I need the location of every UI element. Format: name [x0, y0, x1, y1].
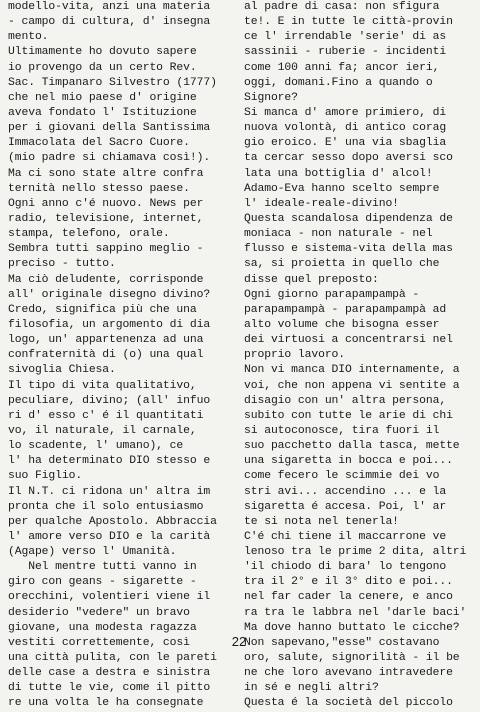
text-line: Ogni anno c'é nuovo. News per — [8, 197, 204, 210]
text-line: sivoglia Chiesa. — [8, 364, 116, 377]
text-line: oggi, domani.Fino a quando o — [244, 76, 433, 89]
text-line: come fecero le scimmie dei vo — [244, 470, 440, 483]
text-line: disagio con un' altra persona, — [244, 394, 447, 407]
text-line: all' originale disegno divino? — [8, 288, 211, 301]
text-line: te!. E in tutte le città-provin — [244, 16, 453, 29]
text-line: filosofia, un argomento di dia — [8, 318, 211, 331]
text-line: peculiare, divino; (all' infuo — [8, 394, 211, 407]
text-line: stri avi... accendino ... e la — [244, 485, 447, 498]
text-line: pronta che il solo entusiasmo — [8, 500, 204, 513]
text-line: C'é chi tiene il maccarrone ve — [244, 530, 447, 543]
text-line: per qualche Apostolo. Abbraccia — [8, 515, 217, 528]
text-line: Questa é la società del piccolo — [244, 697, 453, 710]
text-line: vestiti correttemente, così — [8, 636, 190, 649]
text-line: orecchini, volentieri viene il — [8, 591, 211, 604]
text-line: Questa scandalosa dipendenza de — [244, 212, 453, 225]
text-line: l' ideale-reale-divino! — [244, 197, 399, 210]
text-line: l' amore verso DIO e la carità — [8, 530, 211, 543]
text-line: Ma dove hanno buttato le cicche? — [244, 621, 460, 634]
text-line: parapampampà - parapampampà ad — [244, 303, 447, 316]
text-line: lo scadente, l' umano), ce — [8, 440, 184, 453]
text-line: Il tipo di vita qualitativo, — [8, 379, 197, 392]
text-line: giro con geans - sigarette - — [8, 576, 197, 589]
text-line: si autoconosce, tira fuori il — [244, 424, 440, 437]
text-line: Sembra tutti sappino meglio - — [8, 243, 204, 256]
page-number: 22 — [231, 634, 247, 649]
text-line: nuova volontà, di antico corag — [244, 122, 447, 135]
text-line: modello-vita, anzi una materia — [8, 1, 211, 13]
text-line: al padre di casa: non sfigura — [244, 1, 440, 13]
text-line: Nel mentre tutti vanno in — [8, 561, 197, 574]
text-line: subito con tutte le arie di chi — [244, 409, 453, 422]
text-line: Non sapevano,"esse" costavano — [244, 636, 440, 649]
text-line: lenoso tra le prime 2 dita, altri — [244, 546, 467, 559]
text-line: desiderio "vedere" un bravo — [8, 606, 190, 619]
text-line: sassinii - ruberie - incidenti — [244, 46, 447, 59]
text-line: ne che loro avevano intravedere — [244, 667, 453, 680]
text-line: vo, il naturale, il carnale, — [8, 424, 197, 437]
text-line: (mio padre si chiamava così!). — [8, 152, 211, 165]
text-line: giovane, una modesta ragazza — [8, 621, 197, 634]
text-line: Ultimamente ho dovuto sapere — [8, 46, 197, 59]
text-line: aveva fondato l' Istituzione — [8, 106, 197, 119]
text-line: una città pulita, con le pareti — [8, 652, 217, 665]
text-line: voi, che non appena vi sentite a — [244, 379, 460, 392]
text-line: 'il chiodo di bara' lo tengono — [244, 561, 447, 574]
text-line: io provengo da un certo Rev. — [8, 61, 197, 74]
text-line: Non vi manca DIO internamente, a — [244, 364, 460, 377]
text-line: Credo, significa più che una — [8, 303, 197, 316]
text-line: dei virtuosi a concentrarsi nel — [244, 334, 453, 347]
text-line: suo pacchetto dalla tasca, mette — [244, 440, 460, 453]
text-line: moniaca - non naturale - nel — [244, 228, 433, 241]
text-line: oro, salute, signorilità - il be — [244, 652, 460, 665]
text-line: alto volume che bisogna esser — [244, 318, 440, 331]
text-line: re una volta le ha consegnate — [8, 697, 204, 710]
text-line: in sé e negli altri? — [244, 682, 379, 695]
text-line: l' ha determinato DIO stesso e — [8, 455, 211, 468]
text-line: Immacolata del Sacro Cuore. — [8, 137, 190, 150]
text-line: disse quel preposto: — [244, 273, 379, 286]
text-line: te si nota nel tenerla! — [244, 515, 399, 528]
text-line: Sac. Timpanaro Silvestro (1777) — [8, 76, 217, 89]
text-line: Ogni giorno parapampampà - — [244, 288, 420, 301]
text-line: lata una bottiglia d' alcol! — [244, 167, 433, 180]
text-line: ri d' esso c' é il quantitati — [8, 409, 204, 422]
text-line: stampa, telefono, orale. — [8, 228, 170, 241]
text-line: una sigaretta in bocca e poi... — [244, 455, 453, 468]
text-line: (Agape) verso l' Umanità. — [8, 546, 177, 559]
text-line: proprio lavoro. — [244, 349, 346, 362]
text-line: Si manca d' amore primiero, di — [244, 106, 447, 119]
text-line: confraternità di (o) una qual — [8, 349, 204, 362]
text-line: Signore? — [244, 91, 298, 104]
text-line: delle case a destra e sinistra — [8, 667, 211, 680]
text-line: ra tra le labbra nel 'darle baci' — [244, 606, 467, 619]
text-line: che nel mio paese d' origine — [8, 91, 197, 104]
text-line: - campo di cultura, d' insegna — [8, 16, 211, 29]
text-line: ta cercar sesso dopo aversi sco — [244, 152, 453, 165]
text-line: Ma ciò deludente, corrisponde — [8, 273, 204, 286]
text-line: mento. — [8, 31, 49, 44]
text-line: preciso - tutto. — [8, 258, 116, 271]
text-line: suo Figlio. — [8, 470, 83, 483]
text-line: Il N.T. ci ridona un' altra im — [8, 485, 211, 498]
text-line: sigaretta é accesa. Poi, l' ar — [244, 500, 447, 513]
text-line: ternità nello stesso paese. — [8, 182, 190, 195]
text-line: per i giovani della Santissima — [8, 122, 211, 135]
text-line: radio, televisione, internet, — [8, 212, 204, 225]
text-line: Ma ci sono state altre confra — [8, 167, 204, 180]
text-line: come 100 anni fa; ancor ieri, — [244, 61, 440, 74]
text-line: logo, un' appartenenza ad una — [8, 334, 204, 347]
right-text-column — [244, 0, 476, 712]
text-line: nel far cader la cenere, e anco — [244, 591, 453, 604]
text-line: Adamo-Eva hanno scelto sempre — [244, 182, 440, 195]
text-line: flusso e sistema-vita della mas — [244, 243, 453, 256]
text-line: ce l' irrendable 'serie' di as — [244, 31, 447, 44]
text-line: gio eroico. E' una via sbaglia — [244, 137, 447, 150]
left-text-column — [8, 0, 226, 712]
text-line: sa, si proietta in quello che — [244, 258, 440, 271]
text-line: di tutte le vie, come il pitto — [8, 682, 211, 695]
text-line: tra il 2° e il 3° dito e poi... — [244, 576, 453, 589]
